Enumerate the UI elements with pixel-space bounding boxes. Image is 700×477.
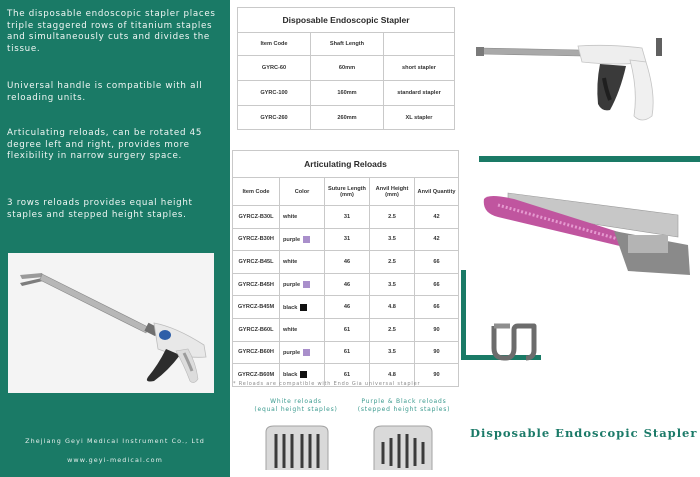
table-cell: 46 xyxy=(325,296,370,319)
table-cell: black xyxy=(280,296,325,319)
table-cell: purple xyxy=(280,341,325,364)
column-header: Shaft Length xyxy=(311,33,384,56)
reload-cartridge-icon xyxy=(478,175,700,290)
table-cell: white xyxy=(280,251,325,274)
color-swatch xyxy=(303,281,310,288)
table-row xyxy=(238,106,455,130)
column-header: Item Code xyxy=(233,178,280,206)
company-name: Zhejiang Geyi Medical Instrument Co., Ltd xyxy=(25,437,205,445)
table-cell: 42 xyxy=(415,228,459,251)
table-cell: 42 xyxy=(415,206,459,229)
stapler-icon xyxy=(8,253,214,393)
corner-accent xyxy=(479,156,700,162)
feature-text-2: Universal handle is compatible with all reloading units. xyxy=(7,81,203,103)
column-header: Anvil Quantity xyxy=(415,178,459,206)
column-header: Color xyxy=(280,178,325,206)
table-row xyxy=(233,206,459,229)
table-cell: GYRCZ-B60M xyxy=(233,364,280,387)
table-cell: GYRCZ-B30H xyxy=(233,228,280,251)
column-header: Anvil Height (mm) xyxy=(370,178,415,206)
brand-title: Disposable Endoscopic Stapler xyxy=(470,426,698,440)
color-swatch xyxy=(300,304,307,311)
table-cell: black xyxy=(280,364,325,387)
table-cell: GYRC-60 xyxy=(238,56,311,81)
table-row xyxy=(233,318,459,341)
reload-type-subtitle: (stepped height staples) xyxy=(357,406,451,413)
table-cell: 3.5 xyxy=(370,341,415,364)
table-cell: GYRC-100 xyxy=(238,81,311,106)
table-cell: 2.5 xyxy=(370,318,415,341)
table-cell: 31 xyxy=(325,228,370,251)
stapler-photo xyxy=(8,253,214,393)
table-row xyxy=(238,56,455,81)
column-header: Suture Length (mm) xyxy=(325,178,370,206)
table-cell: 61 xyxy=(325,364,370,387)
table-cell: XL stapler xyxy=(384,106,455,130)
equal-staples-icon xyxy=(262,422,332,472)
table-cell: purple xyxy=(280,228,325,251)
column-header: Item Code xyxy=(238,33,311,56)
stapler-spec-table xyxy=(237,7,455,130)
compatibility-note: * Reloads are compatible with Endo Gia universal stapler xyxy=(233,381,421,387)
reload-type-title: Purple & Black reloads xyxy=(361,398,447,405)
table-cell: 160mm xyxy=(311,81,384,106)
table-cell: GYRCZ-B45H xyxy=(233,273,280,296)
table-cell: 90 xyxy=(415,341,459,364)
table-cell: 66 xyxy=(415,296,459,319)
table-cell: GYRCZ-B60H xyxy=(233,341,280,364)
reload-type-label xyxy=(352,398,456,414)
table-cell: standard stapler xyxy=(384,81,455,106)
table-cell: 2.5 xyxy=(370,206,415,229)
reload-type-label xyxy=(240,398,352,414)
table-row xyxy=(233,273,459,296)
table-cell: 90 xyxy=(415,318,459,341)
table-cell: white xyxy=(280,206,325,229)
table-cell: 3.5 xyxy=(370,228,415,251)
table-cell: GYRC-260 xyxy=(238,106,311,130)
table-cell: 90 xyxy=(415,364,459,387)
color-swatch xyxy=(300,371,307,378)
stapler-handle-icon xyxy=(470,20,695,130)
feature-panel xyxy=(0,0,230,477)
table-cell: 66 xyxy=(415,273,459,296)
feature-text-4: 3 rows reloads provides equal height staples and stepped height staples. xyxy=(7,198,193,220)
table-cell: GYRCZ-B45L xyxy=(233,251,280,274)
feature-text-1: The disposable endoscopic stapler places triple staggered rows of titanium staples and simultaneously cuts and divides the tissue. xyxy=(7,9,216,54)
staple-icon xyxy=(488,318,540,366)
reload-type-subtitle: (equal height staples) xyxy=(254,406,338,413)
table-row xyxy=(233,228,459,251)
table-cell: 66 xyxy=(415,251,459,274)
stepped-staples-icon xyxy=(370,422,436,472)
column-header xyxy=(384,33,455,56)
table-cell: 4.8 xyxy=(370,364,415,387)
reloads-spec-table xyxy=(232,150,459,387)
table-cell: purple xyxy=(280,273,325,296)
table-cell: short stapler xyxy=(384,56,455,81)
table-row xyxy=(233,296,459,319)
table-cell: GYRCZ-B45M xyxy=(233,296,280,319)
color-swatch xyxy=(303,236,310,243)
table-row xyxy=(233,341,459,364)
table-row xyxy=(238,81,455,106)
table-cell: GYRCZ-B30L xyxy=(233,206,280,229)
color-swatch xyxy=(303,349,310,356)
table-cell: 46 xyxy=(325,273,370,296)
table-cell: 61 xyxy=(325,341,370,364)
table-cell: 4.8 xyxy=(370,296,415,319)
table-row xyxy=(233,251,459,274)
corner-accent xyxy=(461,270,466,360)
table-cell: white xyxy=(280,318,325,341)
table-cell: 60mm xyxy=(311,56,384,81)
table-title: Articulating Reloads xyxy=(233,151,459,178)
table-cell: GYRCZ-B60L xyxy=(233,318,280,341)
table-cell: 2.5 xyxy=(370,251,415,274)
table-cell: 260mm xyxy=(311,106,384,130)
reload-type-title: White reloads xyxy=(270,398,322,405)
table-cell: 61 xyxy=(325,318,370,341)
feature-text-3: Articulating reloads, can be rotated 45 degree left and right, provides more flexibility in narrow surgery space. xyxy=(7,128,203,161)
table-cell: 31 xyxy=(325,206,370,229)
table-cell: 46 xyxy=(325,251,370,274)
company-website: www.geyi-medical.com xyxy=(67,456,163,464)
table-title: Disposable Endoscopic Stapler xyxy=(238,8,455,33)
table-cell: 3.5 xyxy=(370,273,415,296)
